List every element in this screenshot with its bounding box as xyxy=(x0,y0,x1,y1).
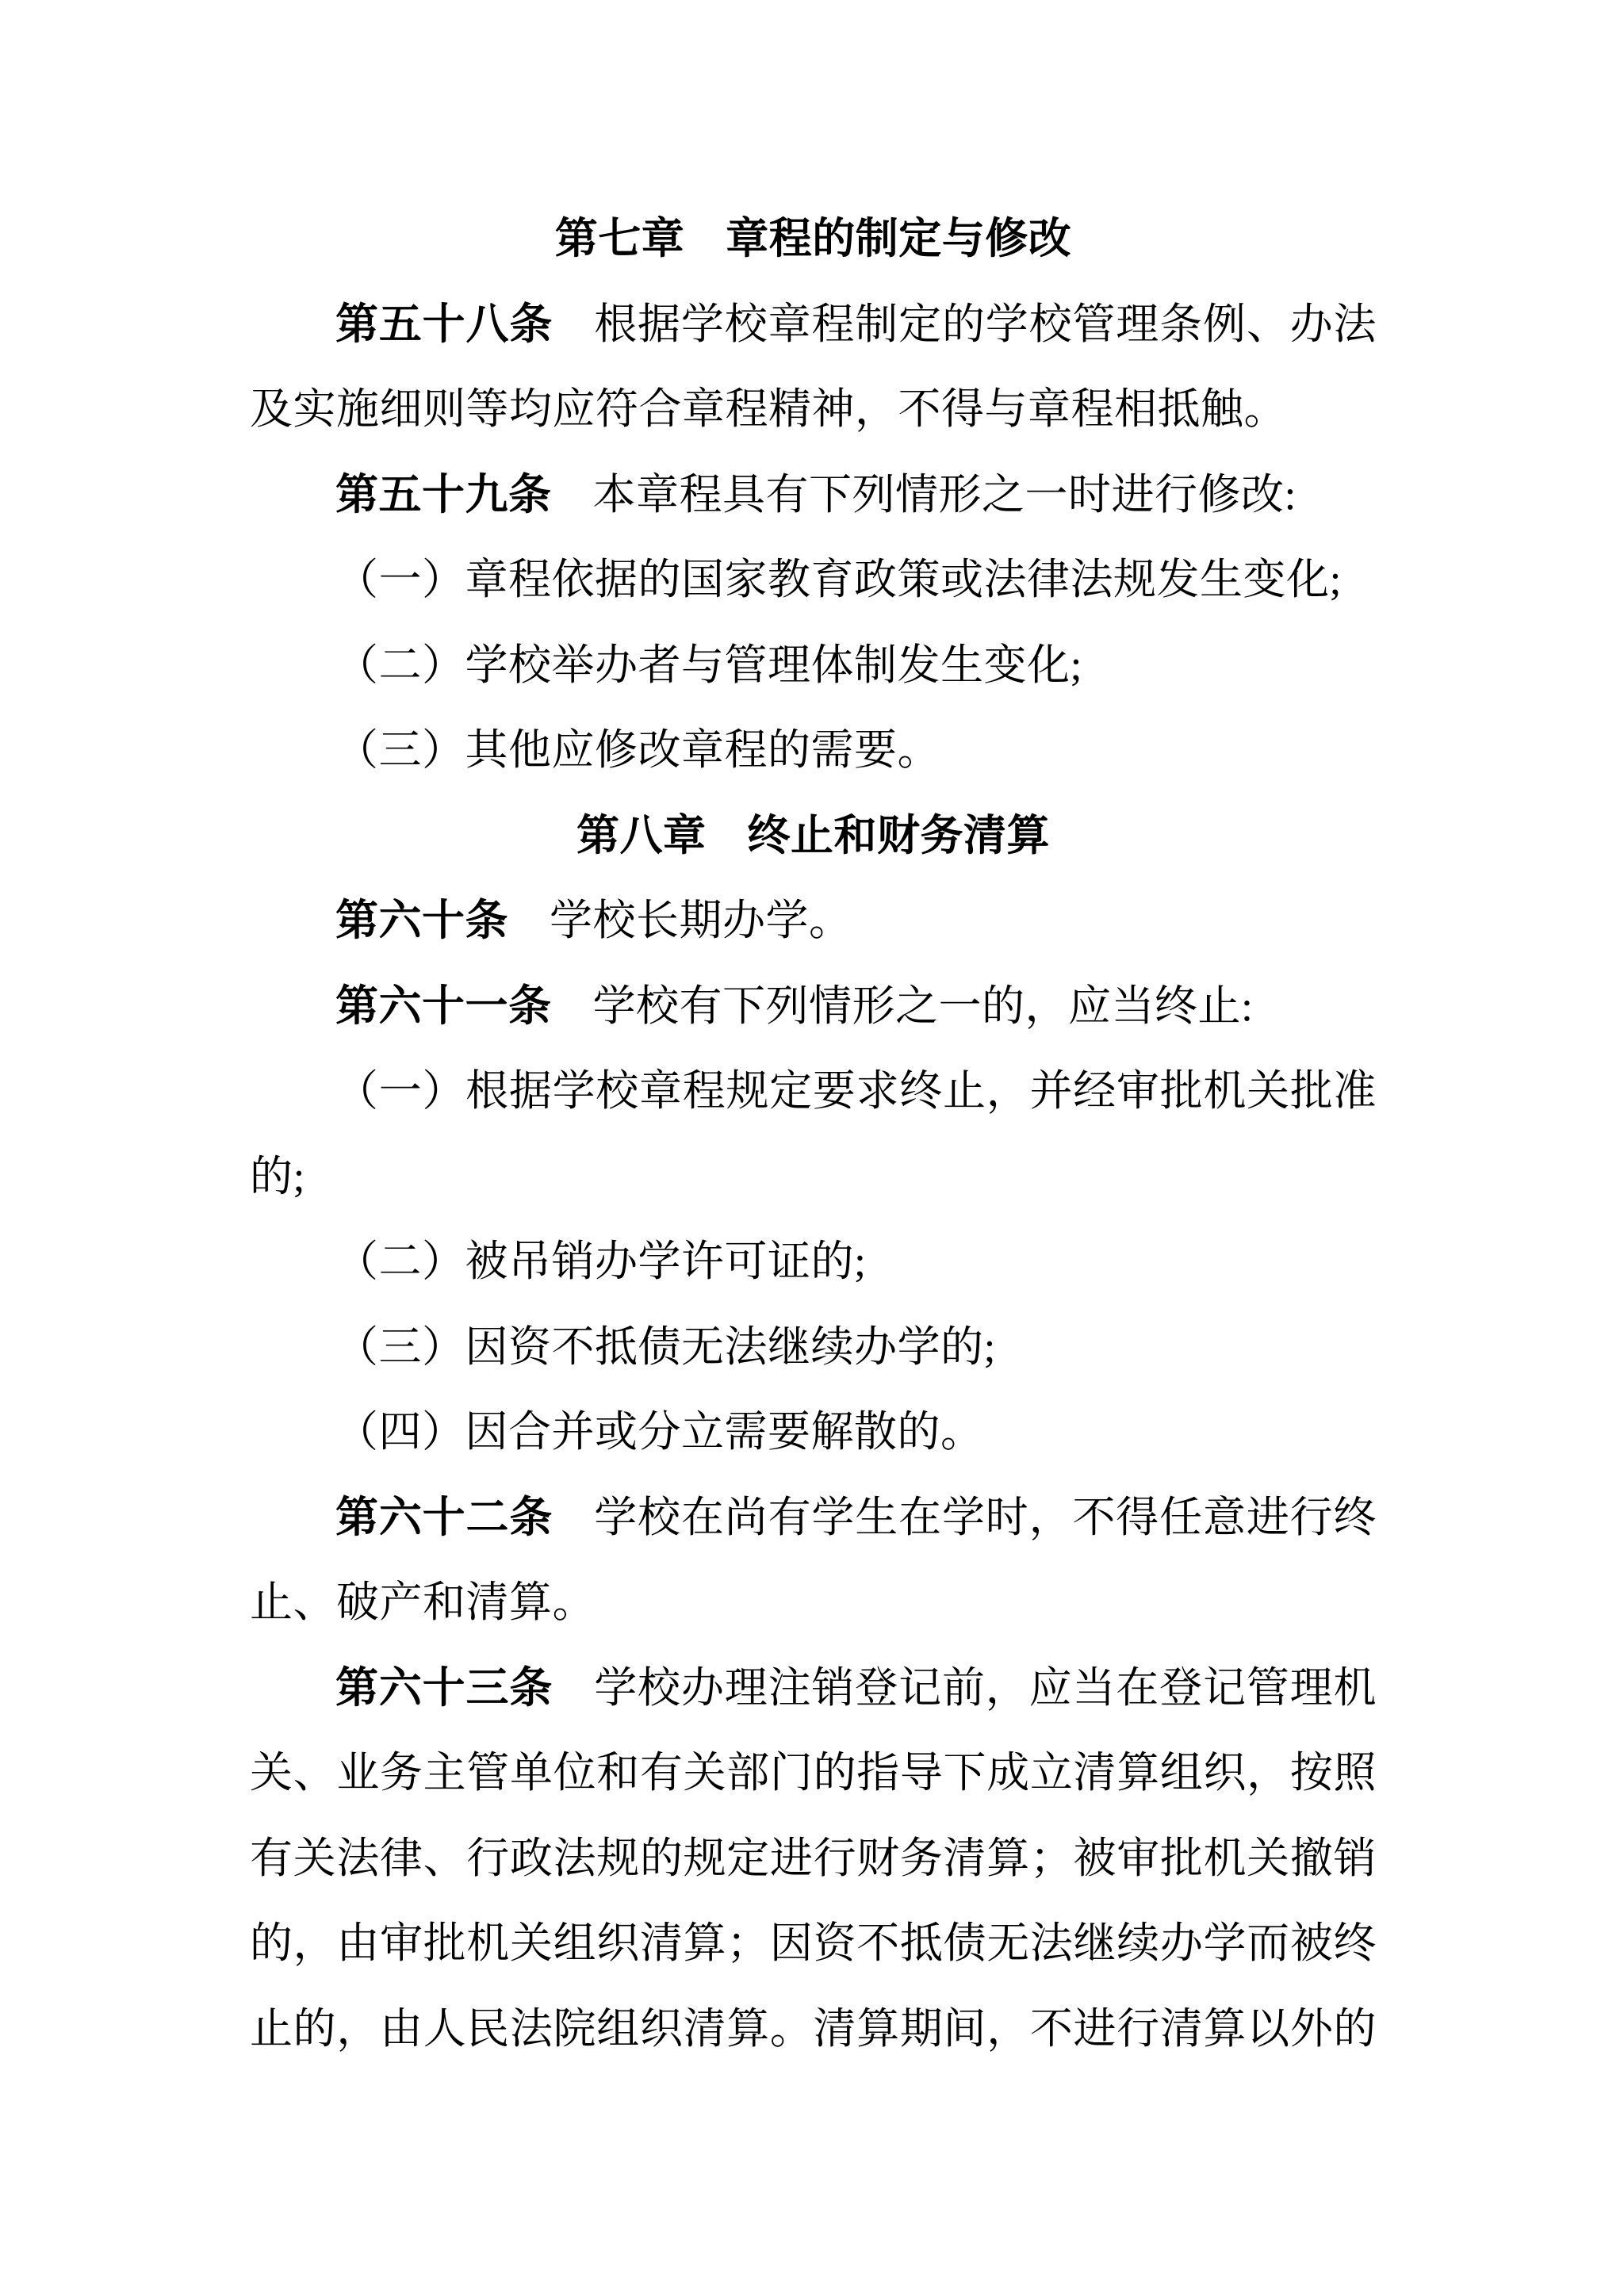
article-63-continuation: 止的，由人民法院组织清算。清算期间，不进行清算以外的 xyxy=(250,2004,1377,2053)
article-63-continuation: 有关法律、行政法规的规定进行财务清算；被审批机关撤销 xyxy=(250,1834,1377,1882)
chapter-8-title-text: 终止和财务清算 xyxy=(747,811,1050,859)
article-59-number: 第五十九条 xyxy=(335,470,552,519)
article-58-line-2 xyxy=(250,367,1377,453)
clause-text: （三）因资不抵债无法继续办学的; xyxy=(335,1322,997,1371)
article-61-line xyxy=(250,964,1377,1050)
chapter-7-number: 第七章 xyxy=(554,215,685,262)
document-content xyxy=(250,197,1377,2072)
article-60-number: 第六十条 xyxy=(335,897,508,944)
clause-text: （一）根据学校章程规定要求终止，并经审批机关批准 xyxy=(335,1067,1377,1115)
article-61-clause-1-line-2 xyxy=(250,1135,1377,1220)
article-61-text: 学校有下列情形之一的，应当终止: xyxy=(592,982,1254,1030)
clause-text: （一）章程依据的国家教育政策或法律法规发生变化; xyxy=(335,556,1342,603)
article-58-continuation: 及实施细则等均应符合章程精神，不得与章程相抵触。 xyxy=(250,385,1287,433)
article-63-line-1 xyxy=(250,1646,1377,1732)
article-61-clause-1-line-1 xyxy=(250,1049,1377,1135)
chapter-8-number: 第八章 xyxy=(576,811,707,859)
chapter-7-heading xyxy=(250,197,1377,282)
article-59-line xyxy=(250,453,1377,538)
clause-continuation: 的; xyxy=(250,1152,306,1200)
article-59-clause-3 xyxy=(250,708,1377,794)
article-63-text: 学校办理注销登记前，应当在登记管理机 xyxy=(594,1663,1377,1712)
article-61-clause-3 xyxy=(250,1305,1377,1391)
article-61-number: 第六十一条 xyxy=(335,982,552,1030)
chapter-7-title-text: 章程的制定与修改 xyxy=(726,215,1072,262)
chapter-8-heading xyxy=(250,794,1377,879)
clause-text: （四）因合并或分立需要解散的。 xyxy=(335,1408,984,1456)
article-62-line-1 xyxy=(250,1475,1377,1561)
article-63-line-4 xyxy=(250,1901,1377,1987)
article-59-clause-1 xyxy=(250,538,1377,623)
article-59-text: 本章程具有下列情形之一时进行修改: xyxy=(592,470,1297,519)
article-62-line-2 xyxy=(250,1560,1377,1646)
article-58-number: 第五十八条 xyxy=(335,300,553,348)
article-62-continuation: 止、破产和清算。 xyxy=(250,1578,596,1626)
article-63-continuation: 关、业务主管单位和有关部门的指导下成立清算组织，按照 xyxy=(250,1749,1377,1797)
article-63-number: 第六十三条 xyxy=(335,1663,553,1712)
article-62-text: 学校在尚有学生在学时，不得任意进行终 xyxy=(594,1493,1377,1541)
article-63-continuation: 的，由审批机关组织清算；因资不抵债无法继续办学而被终 xyxy=(250,1919,1377,1967)
article-60-text: 学校长期办学。 xyxy=(550,897,852,944)
article-58-text: 根据学校章程制定的学校管理条例、办法 xyxy=(594,300,1377,348)
article-61-clause-4 xyxy=(250,1390,1377,1475)
article-60-line xyxy=(250,878,1377,964)
clause-text: （三）其他应修改章程的需要。 xyxy=(335,726,940,774)
clause-text: （二）学校举办者与管理体制发生变化; xyxy=(335,641,1083,689)
clause-text: （二）被吊销办学许可证的; xyxy=(335,1238,867,1285)
article-63-line-2 xyxy=(250,1731,1377,1816)
article-62-number: 第六十二条 xyxy=(335,1493,553,1541)
article-58-line-1 xyxy=(250,282,1377,368)
article-61-clause-2 xyxy=(250,1219,1377,1305)
article-63-line-5 xyxy=(250,1987,1377,2072)
article-59-clause-2 xyxy=(250,623,1377,709)
article-63-line-3 xyxy=(250,1816,1377,1902)
